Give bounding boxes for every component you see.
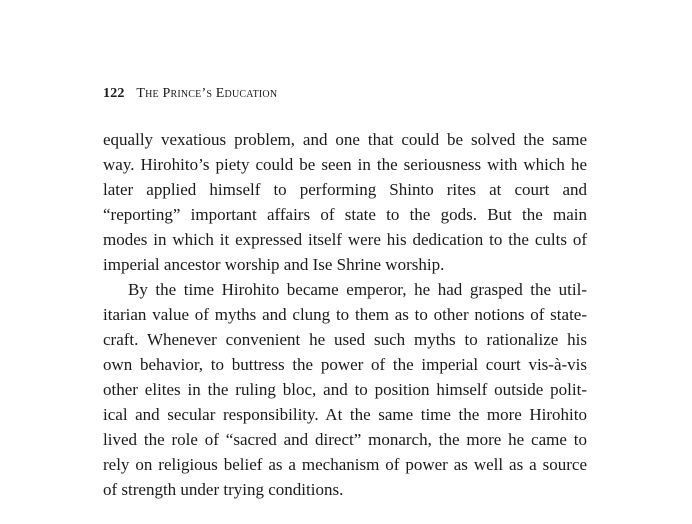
text-line: ical and secular responsibility. At the same time the more Hirohito (103, 405, 587, 424)
body-text (103, 127, 587, 502)
text-line: own behavior, to buttress the power of the imperial court vis-à-vis (103, 355, 587, 374)
running-head (103, 86, 277, 102)
text-line: “reporting” important affairs of state to the gods. But the main (103, 205, 587, 224)
text-line: craft. Whenever convenient he used such myths to rationalize his (103, 330, 587, 349)
text-line: of strength under trying conditions. (103, 480, 344, 499)
text-line: equally vexatious problem, and one that could be solved the same (103, 130, 587, 149)
text-line: itarian value of myths and clung to them as to other notions of state- (103, 305, 587, 324)
text-line: way. Hirohito’s piety could be seen in the seriousness with which he (103, 155, 587, 174)
page-number: 122 (103, 86, 125, 101)
text-line: later applied himself to performing Shinto rites at court and (103, 180, 587, 199)
text-line: other elites in the ruling bloc, and to position himself outside polit- (103, 380, 587, 399)
text-line: modes in which it expressed itself were his dedication to the cults of (103, 230, 587, 249)
text-line: lived the role of “sacred and direct” monarch, the more he came to (103, 430, 587, 449)
section-title: The Prince’s Education (136, 86, 278, 101)
text-line: By the time Hirohito became emperor, he had grasped the util- (128, 280, 587, 299)
text-line: imperial ancestor worship and Ise Shrine worship. (103, 255, 445, 274)
text-line: rely on religious belief as a mechanism of power as well as a source (103, 455, 587, 474)
